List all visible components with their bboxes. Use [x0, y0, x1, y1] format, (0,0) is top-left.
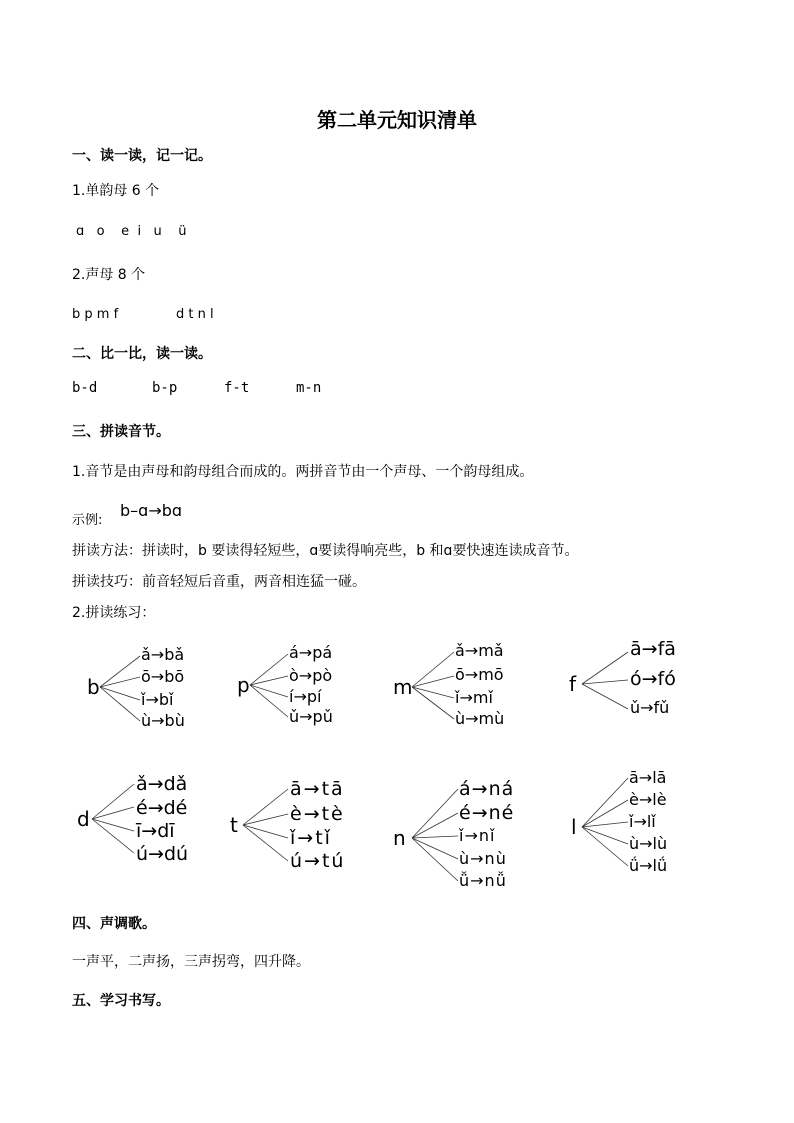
section-1-heading: 一、读一读，记一记。: [72, 148, 212, 164]
fan-item: ǐ→nǐ: [459, 826, 496, 845]
compare-pair: m-n: [296, 380, 322, 396]
initials-label: 2.声母 8 个: [72, 267, 146, 283]
section-2-heading: 二、比一比，读一读。: [72, 346, 212, 362]
fan-item: ó→fó: [630, 668, 676, 690]
fan-item: ǐ→mǐ: [455, 688, 493, 707]
fan-item: í→pí: [289, 687, 322, 706]
vowel-a: ɑ: [76, 224, 85, 239]
fan-item: ō→mō: [455, 665, 504, 684]
tone-song-text: 一声平，二声扬，三声拐弯，四升降。: [72, 954, 310, 970]
fan-item: ǐ→bǐ: [141, 690, 174, 709]
fan-item: é→dé: [136, 797, 188, 819]
vowel-o: o: [96, 224, 105, 239]
fan-item: è→lè: [629, 790, 667, 809]
fan-lead-t: t: [230, 813, 238, 837]
fan-item: ǚ→nǚ: [459, 871, 507, 890]
fan-item: ù→mù: [455, 709, 505, 728]
fan-lead-d: d: [77, 807, 90, 831]
example-value: b–ɑ→bɑ: [120, 501, 183, 520]
vowel-u: u: [153, 224, 162, 239]
fan-item: ō→bō: [141, 667, 185, 686]
fan-item: é→né: [459, 802, 515, 824]
practice-label: 2.拼读练习：: [72, 605, 156, 621]
fan-lead-m: m: [393, 675, 413, 699]
fan-item: ù→nù: [459, 849, 507, 868]
fan-item: ī→dī: [136, 820, 175, 842]
fan-item: ā→tā: [290, 778, 345, 800]
fan-item: ā→fā: [630, 638, 676, 660]
fan-item: ò→pò: [289, 666, 333, 685]
fan-item: ā→lā: [629, 768, 667, 787]
method-text: 拼读方法：拼读时，b 要读得轻短些，ɑ要读得响亮些，b 和ɑ要快速连读成音节。: [72, 543, 579, 559]
vowel-i: i: [137, 224, 142, 239]
vowel-v: ü: [178, 224, 187, 239]
initials-group-a: b p m f: [72, 307, 119, 322]
example-label: 示例:: [72, 513, 103, 528]
single-vowels-label: 1.单韵母 6 个: [72, 183, 160, 199]
fan-item: ǔ→fǔ: [630, 698, 670, 717]
fan-lead-n: n: [393, 826, 406, 850]
fan-item: ǎ→dǎ: [136, 773, 188, 795]
fan-item: á→pá: [289, 643, 333, 662]
fan-item: ǐ→tǐ: [290, 827, 332, 849]
fan-item: ǘ→lǘ: [629, 856, 668, 875]
compare-pair: f-t: [224, 380, 250, 396]
section-3-heading: 三、拼读音节。: [72, 424, 170, 440]
section-4-heading: 四、声调歌。: [72, 916, 156, 932]
fan-item: ú→dú: [136, 843, 189, 865]
fan-item: è→tè: [290, 803, 345, 825]
fan-lead-l: l: [571, 815, 577, 839]
fan-item: ǔ→pǔ: [289, 707, 333, 726]
page-title: 第二单元知识清单: [317, 108, 477, 132]
tip-text: 拼读技巧：前音轻短后音重，两音相连猛一碰。: [72, 574, 366, 590]
fan-item: á→ná: [459, 778, 515, 800]
vowel-e: e: [121, 224, 130, 239]
compare-pair: b-d: [72, 380, 98, 396]
fan-item: ǐ→lǐ: [629, 812, 656, 831]
section-5-heading: 五、学习书写。: [72, 993, 170, 1009]
fan-item: ù→lù: [629, 834, 668, 853]
syllable-definition: 1.音节是由声母和韵母组合而成的。两拼音节由一个声母、一个韵母组成。: [72, 464, 534, 480]
fan-lead-p: p: [237, 673, 250, 697]
fan-item: ǎ→mǎ: [455, 641, 504, 660]
fan-item: ù→bù: [141, 711, 185, 730]
compare-pair: b-p: [152, 380, 178, 396]
fan-lead-b: b: [87, 675, 100, 699]
fan-item: ǎ→bǎ: [141, 645, 185, 664]
initials-group-b: d t n l: [176, 307, 214, 322]
fan-lead-f: f: [569, 672, 577, 696]
fan-item: ú→tú: [290, 850, 346, 872]
